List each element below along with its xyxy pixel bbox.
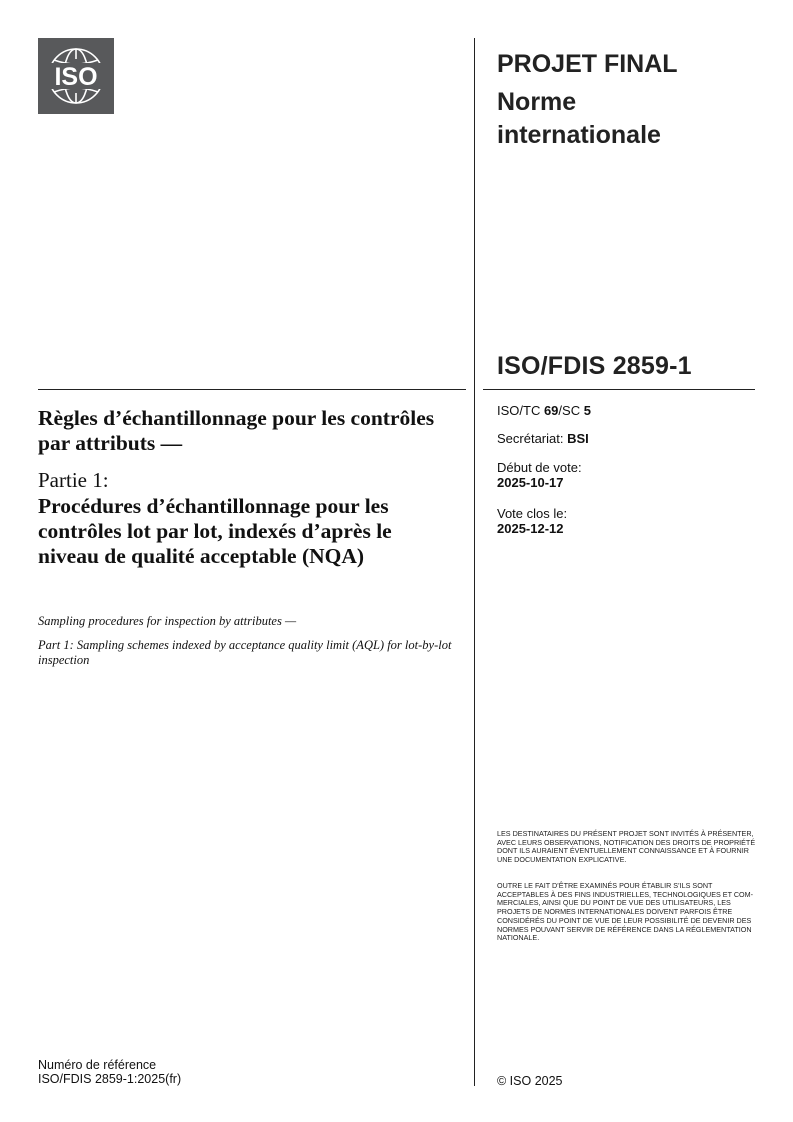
part-label: Partie 1:: [38, 468, 109, 492]
committee-mid: /SC: [558, 403, 584, 418]
reference-value: ISO/FDIS 2859-1:2025(fr): [38, 1072, 182, 1086]
committee-prefix: ISO/TC: [497, 403, 544, 418]
committee-sc: 5: [583, 403, 591, 418]
document-number: ISO/FDIS 2859-1: [497, 352, 692, 380]
iso-logo: [38, 38, 114, 114]
vertical-divider: [474, 38, 475, 1086]
vote-end: [497, 506, 567, 536]
secretariat-value: BSI: [567, 431, 589, 446]
committee-line: [497, 403, 591, 418]
right-horizontal-divider: [483, 389, 755, 390]
reference-label: Numéro de référence: [38, 1058, 157, 1072]
vote-end-date: 2025-12-12: [497, 521, 564, 536]
document-kind: Norme internationale: [497, 88, 661, 149]
copyright: © ISO 2025: [497, 1074, 563, 1088]
iso-globe-icon: [38, 38, 114, 114]
vote-start: [497, 460, 582, 490]
document-status: PROJET FINAL: [497, 50, 678, 78]
english-main-title: Sampling procedures for inspection by attributes —: [38, 614, 297, 628]
secretariat-label: Secrétariat:: [497, 431, 568, 446]
main-title: Règles d’échantillonnage pour les contrôles par attributs —: [38, 406, 435, 455]
vote-end-label: Vote clos le:: [497, 506, 568, 521]
english-part-title: Part 1: Sampling schemes indexed by acceptance quality limit (AQL) for lot-by-lot inspection: [38, 638, 452, 667]
committee-tc: 69: [543, 403, 559, 418]
secretariat-line: [497, 431, 589, 446]
part-title: Procédures d’échantillonnage pour les contrôles lot par lot, indexés d’après le niveau de qualité acceptable (NQA): [38, 494, 392, 568]
reference-block: [38, 1058, 181, 1086]
iso-logo-text: ISO: [54, 63, 98, 91]
vote-start-date: 2025-10-17: [497, 475, 564, 490]
notice-paragraph-1: LES DESTINATAIRES DU PRÉSENT PROJET SONT INVITÉS À PRÉSENTER, AVEC LEURS OBSERVATIONS, NOTIFICATION DES DROITS DE PROPRIÉTÉ DONT ILS AURAIENT ÉVENTUELLEMENT CONNAISSANCE ET À FOURNIR UNE DOCUMENTATION EXPLICATIVE.: [497, 829, 756, 865]
vote-start-label: Début de vote:: [497, 460, 582, 475]
left-horizontal-divider: [38, 389, 466, 390]
notice-paragraph-2: OUTRE LE FAIT D’ÊTRE EXAMINÉS POUR ÉTABLIR S’ILS SONT ACCEPTABLES À DES FINS INDUSTRIELLES, TECHNOLOGIQUES ET COM-MERCIALES, AINSI QUE DU POINT DE VUE DES UTILISATEURS, LES PROJETS DE NORMES INTERNATIONALES DOIVENT PARFOIS ÊTRE CONSIDÉRÉS DU POINT DE VUE DE LEUR POSSIBILITÉ DE DEVENIR DES NORMES POUVANT SERVIR DE RÉFÉRENCE DANS LA RÉGLEMENTATION NATIONALE.: [497, 881, 754, 943]
